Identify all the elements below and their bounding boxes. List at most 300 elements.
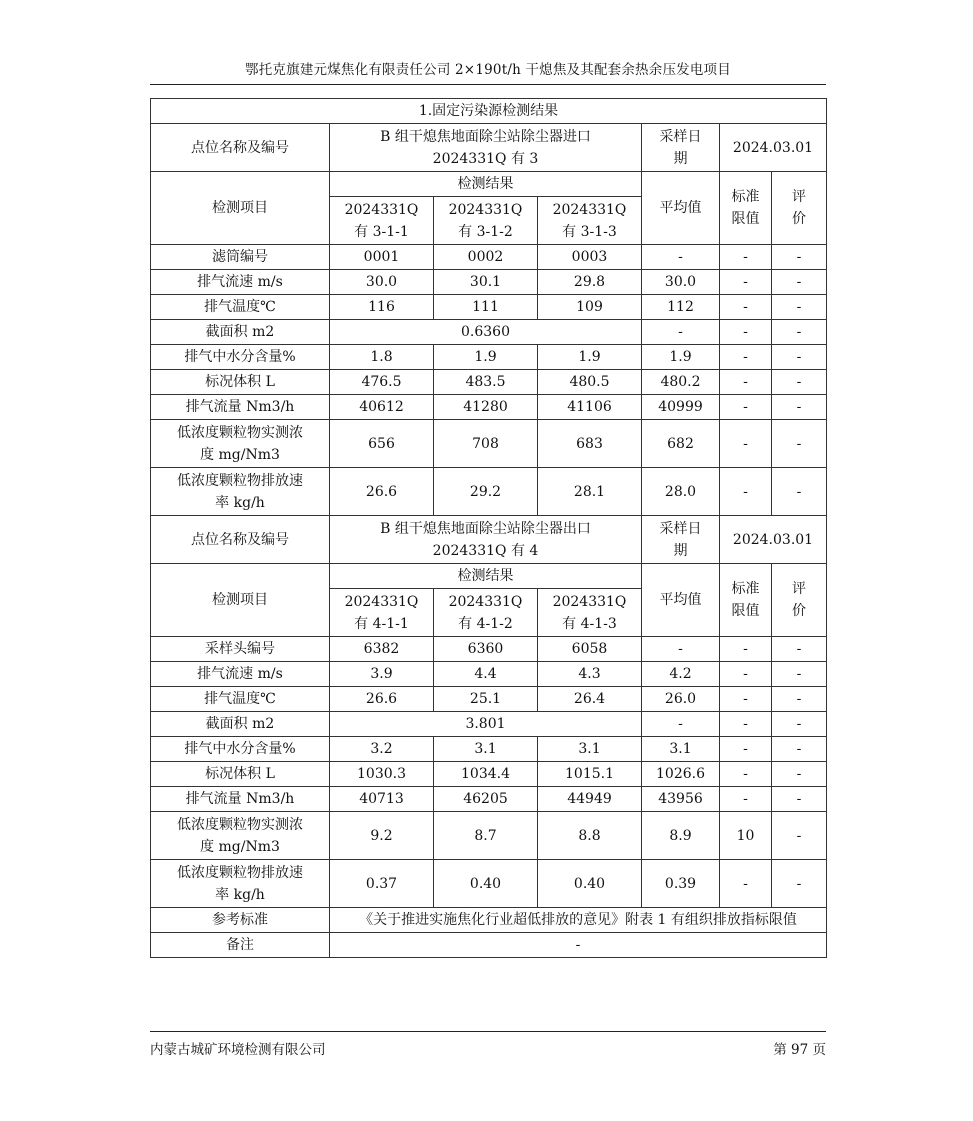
block2-point-row	[151, 516, 827, 564]
result-cell-2	[434, 687, 538, 712]
limit-cell-text: -	[743, 791, 748, 807]
result-cell-2	[434, 345, 538, 370]
result-cell-2	[434, 468, 538, 516]
result-cell-3-text: 8.8	[578, 827, 601, 844]
result-cell-2-text: 6360	[467, 641, 504, 657]
evaluation-cell	[772, 737, 827, 762]
sample-id-header	[434, 589, 538, 637]
average-cell-text: 43956	[658, 791, 703, 807]
result-cell-2	[434, 395, 538, 420]
result-cell-1	[330, 687, 434, 712]
test-item-cell	[151, 345, 330, 370]
average-cell	[642, 420, 720, 468]
average-cell-text: -	[678, 716, 683, 732]
result-cell-2	[434, 812, 538, 860]
limit-cell-text: -	[743, 249, 748, 265]
test-item-cell	[151, 370, 330, 395]
evaluation-cell-text: -	[796, 349, 802, 365]
limit-cell	[720, 787, 772, 812]
sample-id-header-text: 2024331Q 有 3-1-1	[344, 201, 419, 240]
average-cell	[642, 662, 720, 687]
result-cell-3-text: 4.3	[578, 666, 601, 682]
sample-id-header-text: 2024331Q 有 4-1-1	[344, 593, 419, 632]
result-cell-1-text: 30.0	[365, 274, 398, 290]
result-cell-2-text: 30.1	[469, 274, 502, 290]
result-cell-3	[538, 245, 642, 270]
result-cell-3	[538, 370, 642, 395]
average-header	[642, 172, 720, 245]
result-cell-1-text: 3.9	[370, 666, 393, 682]
average-cell-text: 682	[667, 435, 694, 452]
result-cell-2	[434, 370, 538, 395]
test-item-cell	[151, 712, 330, 737]
results-table	[150, 98, 827, 958]
limit-cell	[720, 345, 772, 370]
limit-cell	[720, 637, 772, 662]
average-cell	[642, 737, 720, 762]
result-cell-1	[330, 662, 434, 687]
remarks-row	[151, 933, 827, 958]
table-row	[151, 420, 827, 468]
merged-value-cell	[330, 712, 642, 737]
result-cell-2-text: 29.2	[469, 483, 502, 500]
sampling-date-label-text: 采样日 期	[659, 520, 702, 559]
average-cell-text: 1026.6	[656, 766, 705, 782]
remarks-value-text: -	[575, 937, 581, 953]
test-item-cell-text: 截面积 m2	[205, 716, 275, 732]
average-cell	[642, 370, 720, 395]
reference-standard-value	[330, 908, 827, 933]
remarks-label	[151, 933, 330, 958]
result-cell-3	[538, 395, 642, 420]
result-cell-3	[538, 295, 642, 320]
table-row	[151, 860, 827, 908]
result-cell-2	[434, 762, 538, 787]
result-cell-1-text: 26.6	[365, 691, 398, 707]
test-result-header-text: 检测结果	[457, 176, 514, 192]
limit-cell	[720, 245, 772, 270]
evaluation-cell-text: -	[796, 766, 802, 782]
result-cell-2-text: 0002	[467, 249, 504, 265]
evaluation-cell-text: -	[796, 435, 802, 452]
test-item-cell-text: 采样头编号	[205, 641, 275, 657]
limit-cell	[720, 420, 772, 468]
result-cell-2-text: 4.4	[474, 666, 497, 682]
limit-cell-text: -	[743, 399, 748, 415]
limit-cell-text: 10	[736, 827, 755, 844]
evaluation-cell-text: -	[796, 374, 802, 390]
result-cell-3-text: 6058	[571, 641, 608, 657]
result-cell-3	[538, 420, 642, 468]
limit-cell	[720, 468, 772, 516]
evaluation-cell	[772, 787, 827, 812]
evaluation-cell-text: -	[796, 299, 802, 315]
average-cell-text: 112	[667, 299, 694, 315]
evaluation-cell-text: -	[796, 399, 802, 415]
result-cell-1	[330, 345, 434, 370]
limit-cell	[720, 395, 772, 420]
standard-limit-header-text: 标准 限值	[731, 189, 760, 227]
result-cell-3-text: 41106	[567, 399, 612, 415]
block1-point-row	[151, 124, 827, 172]
limit-cell-text: -	[743, 691, 748, 707]
average-cell-text: 28.0	[664, 483, 697, 500]
limit-cell	[720, 860, 772, 908]
evaluation-header	[772, 564, 827, 637]
table-row	[151, 295, 827, 320]
test-item-cell	[151, 860, 330, 908]
result-cell-1-text: 1.8	[370, 349, 393, 365]
limit-cell-text: -	[743, 766, 748, 782]
evaluation-cell	[772, 762, 827, 787]
evaluation-header-text: 评 价	[792, 581, 806, 619]
result-cell-2	[434, 787, 538, 812]
limit-cell-text: -	[743, 666, 748, 682]
result-cell-2-text: 8.7	[474, 827, 497, 844]
test-item-cell	[151, 395, 330, 420]
evaluation-cell-text: -	[796, 666, 802, 682]
result-cell-3	[538, 345, 642, 370]
sample-id-header-text: 2024331Q 有 4-1-2	[448, 593, 523, 632]
test-item-cell-text: 低浓度颗粒物实测浓 度 mg/Nm3	[177, 424, 303, 463]
evaluation-cell	[772, 320, 827, 345]
evaluation-cell	[772, 662, 827, 687]
standard-limit-header	[720, 564, 772, 637]
result-cell-2	[434, 245, 538, 270]
result-cell-1	[330, 420, 434, 468]
test-item-cell-text: 排气中水分含量%	[184, 349, 296, 365]
evaluation-cell-text: -	[796, 249, 802, 265]
average-header-text: 平均值	[659, 200, 702, 216]
result-cell-1	[330, 787, 434, 812]
result-cell-3	[538, 662, 642, 687]
result-cell-3	[538, 637, 642, 662]
table-row	[151, 245, 827, 270]
table-row	[151, 370, 827, 395]
average-cell	[642, 637, 720, 662]
evaluation-cell	[772, 270, 827, 295]
evaluation-cell-text: -	[796, 274, 802, 290]
limit-cell-text: -	[743, 349, 748, 365]
header-rule	[150, 84, 826, 85]
table-row	[151, 762, 827, 787]
average-cell-text: 4.2	[669, 666, 692, 682]
table-row	[151, 737, 827, 762]
test-item-header	[151, 564, 330, 637]
evaluation-cell	[772, 712, 827, 737]
result-cell-1-text: 0001	[363, 249, 400, 265]
limit-cell-text: -	[743, 324, 748, 340]
result-cell-3-text: 44949	[567, 791, 612, 807]
evaluation-cell-text: -	[796, 641, 802, 657]
reference-standard-label-text: 参考标准	[212, 912, 268, 928]
test-item-cell	[151, 812, 330, 860]
evaluation-header-text: 评 价	[792, 189, 806, 227]
result-cell-3-text: 26.4	[573, 691, 606, 707]
test-item-header-text: 检测项目	[212, 200, 268, 216]
result-cell-1	[330, 395, 434, 420]
standard-limit-header	[720, 172, 772, 245]
result-cell-1-text: 40612	[359, 399, 404, 415]
test-result-header-text: 检测结果	[457, 568, 514, 584]
result-cell-1	[330, 295, 434, 320]
result-cell-2-text: 46205	[463, 791, 508, 807]
result-cell-1	[330, 370, 434, 395]
average-cell-text: 3.1	[669, 741, 692, 757]
evaluation-cell	[772, 420, 827, 468]
evaluation-cell-text: -	[796, 791, 802, 807]
test-item-cell-text: 排气流速 m/s	[197, 274, 283, 290]
evaluation-cell	[772, 468, 827, 516]
limit-cell-text: -	[743, 274, 748, 290]
limit-cell	[720, 320, 772, 345]
evaluation-cell	[772, 395, 827, 420]
table-row	[151, 687, 827, 712]
footer-page-number: 第 97 页	[773, 1042, 826, 1058]
average-header	[642, 564, 720, 637]
result-cell-2-text: 25.1	[469, 691, 502, 707]
test-item-cell	[151, 737, 330, 762]
result-cell-2-text: 483.5	[465, 374, 506, 390]
evaluation-cell	[772, 245, 827, 270]
result-cell-3-text: 28.1	[573, 483, 606, 500]
result-cell-1	[330, 468, 434, 516]
result-cell-3	[538, 270, 642, 295]
sampling-date-value-text: 2024.03.01	[732, 531, 814, 548]
limit-cell-text: -	[743, 641, 748, 657]
result-cell-1	[330, 245, 434, 270]
result-cell-3-text: 3.1	[578, 741, 601, 757]
result-cell-2	[434, 295, 538, 320]
test-item-cell-text: 排气流速 m/s	[197, 666, 283, 682]
evaluation-cell	[772, 687, 827, 712]
result-cell-3-text: 29.8	[573, 274, 606, 290]
document-header: 鄂托克旗建元煤焦化有限责任公司 2×190t/h 干熄焦及其配套余热余压发电项目	[245, 62, 731, 78]
average-cell-text: 1.9	[669, 349, 692, 365]
limit-cell-text: -	[743, 875, 748, 892]
test-item-cell	[151, 762, 330, 787]
test-item-cell	[151, 637, 330, 662]
table-row	[151, 270, 827, 295]
sample-id-header	[538, 197, 642, 245]
result-cell-2-text: 111	[472, 299, 499, 315]
average-cell	[642, 320, 720, 345]
result-cell-2-text: 3.1	[474, 741, 497, 757]
table-row	[151, 812, 827, 860]
point-name-value-text: B 组干熄焦地面除尘站除尘器出口 2024331Q 有 4	[380, 520, 591, 559]
reference-standard-value-text: 《关于推进实施焦化行业超低排放的意见》附表 1 有组织排放指标限值	[359, 912, 797, 928]
evaluation-header	[772, 172, 827, 245]
evaluation-cell-text: -	[796, 875, 802, 892]
sample-id-header	[330, 589, 434, 637]
point-name-label-text: 点位名称及编号	[191, 139, 289, 156]
test-result-header	[330, 172, 642, 197]
test-item-cell-text: 排气流量 Nm3/h	[185, 399, 295, 415]
sample-id-header-text: 2024331Q 有 3-1-2	[448, 201, 523, 240]
result-cell-2-text: 1.9	[474, 349, 497, 365]
point-name-value	[330, 516, 642, 564]
result-cell-1	[330, 737, 434, 762]
limit-cell	[720, 270, 772, 295]
evaluation-cell-text: -	[796, 324, 802, 340]
test-item-cell-text: 排气温度℃	[204, 299, 276, 315]
result-cell-1-text: 26.6	[365, 483, 398, 500]
limit-cell-text: -	[743, 741, 748, 757]
test-item-cell-text: 排气流量 Nm3/h	[185, 791, 295, 807]
result-cell-1-text: 1030.3	[357, 766, 406, 782]
limit-cell	[720, 737, 772, 762]
evaluation-cell	[772, 345, 827, 370]
result-cell-2-text: 0.40	[469, 875, 502, 892]
test-item-cell	[151, 787, 330, 812]
standard-limit-header-text: 标准 限值	[731, 581, 760, 619]
reference-standard-label	[151, 908, 330, 933]
average-cell	[642, 787, 720, 812]
evaluation-cell	[772, 860, 827, 908]
limit-cell-text: -	[743, 716, 748, 732]
evaluation-cell	[772, 812, 827, 860]
result-cell-1	[330, 812, 434, 860]
limit-cell	[720, 295, 772, 320]
result-cell-3-text: 683	[576, 435, 603, 452]
test-item-cell-text: 排气温度℃	[204, 691, 276, 707]
limit-cell-text: -	[743, 435, 748, 452]
point-name-label	[151, 124, 330, 172]
table-row	[151, 787, 827, 812]
test-item-cell	[151, 245, 330, 270]
average-cell-text: 480.2	[660, 374, 701, 390]
result-cell-3	[538, 737, 642, 762]
average-cell-text: 26.0	[664, 691, 697, 707]
test-item-header-text: 检测项目	[212, 592, 268, 608]
result-cell-3-text: 109	[576, 299, 603, 315]
evaluation-cell-text: -	[796, 691, 802, 707]
test-item-cell	[151, 420, 330, 468]
average-cell-text: -	[678, 249, 683, 265]
test-item-cell-text: 低浓度颗粒物实测浓 度 mg/Nm3	[177, 816, 303, 855]
result-cell-1-text: 40713	[359, 791, 404, 807]
table-row	[151, 468, 827, 516]
limit-cell	[720, 687, 772, 712]
average-cell-text: 40999	[658, 399, 703, 415]
sample-id-header-text: 2024331Q 有 4-1-3	[552, 593, 627, 632]
section-title: 1.固定污染源检测结果	[151, 99, 827, 124]
test-item-cell	[151, 687, 330, 712]
result-cell-3-text: 1015.1	[565, 766, 614, 782]
point-name-label	[151, 516, 330, 564]
result-cell-1	[330, 860, 434, 908]
result-cell-2	[434, 270, 538, 295]
sampling-date-label-text: 采样日 期	[659, 128, 702, 167]
result-cell-3-text: 0003	[571, 249, 608, 265]
result-cell-1-text: 6382	[363, 641, 400, 657]
limit-cell	[720, 370, 772, 395]
result-cell-3	[538, 468, 642, 516]
block2-header-row	[151, 564, 827, 589]
footer-company: 内蒙古城矿环境检测有限公司	[150, 1042, 326, 1058]
result-cell-2-text: 41280	[463, 399, 508, 415]
merged-value-cell-text: 3.801	[465, 716, 506, 732]
reference-row	[151, 908, 827, 933]
test-result-header	[330, 564, 642, 589]
merged-value-cell-text: 0.6360	[461, 324, 510, 340]
result-cell-1-text: 9.2	[370, 827, 393, 844]
average-cell	[642, 295, 720, 320]
evaluation-cell	[772, 370, 827, 395]
result-cell-3-text: 0.40	[573, 875, 606, 892]
point-name-value	[330, 124, 642, 172]
result-cell-2	[434, 860, 538, 908]
average-cell-text: 30.0	[664, 274, 697, 290]
sample-id-header	[434, 197, 538, 245]
result-cell-3	[538, 860, 642, 908]
block1-header-row	[151, 172, 827, 197]
evaluation-cell-text: -	[796, 716, 802, 732]
result-cell-2	[434, 637, 538, 662]
limit-cell	[720, 762, 772, 787]
test-item-cell	[151, 320, 330, 345]
point-name-label-text: 点位名称及编号	[191, 531, 289, 548]
average-cell-text: -	[678, 641, 683, 657]
sampling-date-label	[642, 516, 720, 564]
average-cell	[642, 245, 720, 270]
limit-cell	[720, 662, 772, 687]
test-item-cell	[151, 662, 330, 687]
table-row	[151, 637, 827, 662]
result-cell-2	[434, 420, 538, 468]
average-cell	[642, 395, 720, 420]
remarks-value	[330, 933, 827, 958]
result-cell-1-text: 116	[368, 299, 395, 315]
result-cell-1-text: 476.5	[361, 374, 402, 390]
result-cell-3	[538, 812, 642, 860]
sampling-date-value-text: 2024.03.01	[732, 139, 814, 156]
result-cell-3-text: 1.9	[578, 349, 601, 365]
result-cell-3	[538, 687, 642, 712]
test-item-cell-text: 低浓度颗粒物排放速 率 kg/h	[177, 472, 303, 511]
test-item-cell-text: 标况体积 L	[205, 374, 275, 390]
merged-value-cell	[330, 320, 642, 345]
average-cell	[642, 712, 720, 737]
table-row	[151, 345, 827, 370]
sample-id-header	[538, 589, 642, 637]
table-row	[151, 662, 827, 687]
sampling-date-label	[642, 124, 720, 172]
test-item-cell	[151, 468, 330, 516]
test-item-cell	[151, 270, 330, 295]
limit-cell	[720, 812, 772, 860]
average-cell	[642, 345, 720, 370]
result-cell-2	[434, 662, 538, 687]
test-item-header	[151, 172, 330, 245]
average-cell	[642, 687, 720, 712]
evaluation-cell	[772, 637, 827, 662]
evaluation-cell-text: -	[796, 483, 802, 500]
evaluation-cell-text: -	[796, 741, 802, 757]
average-cell-text: 0.39	[664, 875, 697, 892]
table-row	[151, 395, 827, 420]
limit-cell-text: -	[743, 374, 748, 390]
limit-cell-text: -	[743, 483, 748, 500]
point-name-value-text: B 组干熄焦地面除尘站除尘器进口 2024331Q 有 3	[380, 128, 591, 167]
result-cell-1	[330, 270, 434, 295]
average-cell	[642, 270, 720, 295]
sampling-date-value	[720, 124, 827, 172]
average-cell	[642, 860, 720, 908]
limit-cell-text: -	[743, 299, 748, 315]
table-row	[151, 712, 827, 737]
test-item-cell-text: 低浓度颗粒物排放速 率 kg/h	[177, 864, 303, 903]
